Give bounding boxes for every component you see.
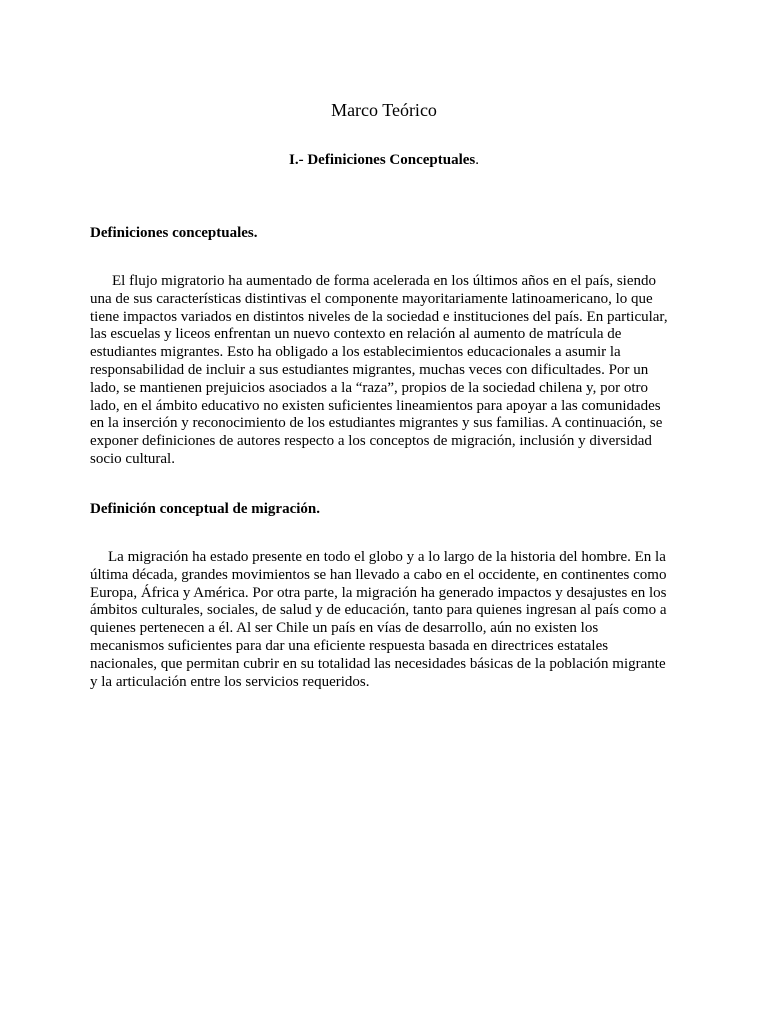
paragraph-definiciones [90, 273, 672, 469]
paragraph-migracion [90, 549, 672, 691]
subtitle-period: . [475, 152, 479, 168]
section-heading-migracion: Definición conceptual de migración. [90, 501, 320, 517]
subtitle-text: I.- Definiciones Conceptuales [289, 152, 476, 168]
section-heading-definiciones: Definiciones conceptuales. [90, 225, 258, 241]
page-title: Marco Teórico [331, 100, 437, 120]
page-subtitle [0, 151, 768, 169]
paragraph-text: La migración ha estado presente en todo el globo y a lo largo de la historia del hombre. En la última década, grandes movimientos se han llevado a cabo en el occidente, en continentes como Europa, África y América. Por otra parte, la migración ha generado impactos y desajustes en los ámbitos culturales, sociales, de salud y de educación, tanto para quienes ingresan al país como a quienes pertenecen a él. Al ser Chile un país en vías de desarrollo, aún no existen los mecanismos suficientes para dar una eficiente respuesta basada en directrices estatales nacionales, que permitan cubrir en su totalidad las necesidades básicas de la población migrante y la articulación entre los servicios requeridos. [90, 549, 667, 690]
paragraph-text: El flujo migratorio ha aumentado de forma acelerada en los últimos años en el país, siendo una de sus características distintivas el componente mayoritariamente latinoamericano, lo que tiene impactos variados en distintos niveles de la sociedad e instituciones del país. En particular, las escuelas y liceos enfrentan un nuevo contexto en relación al aumento de matrícula de estudiantes migrantes. Esto ha obligado a los establecimientos educacionales a asumir la responsabilidad de incluir a sus estudiantes migrantes, muchas veces con dificultades. Por un lado, se mantienen prejuicios asociados a la “raza”, propios de la sociedad chilena y, por otro lado, en el ámbito educativo no existen suficientes lineamientos para apoyar a las comunidades en la inserción y reconocimiento de los estudiantes migrantes y sus familias. A continuación, se exponer definiciones de autores respecto a los conceptos de migración, inclusión y diversidad socio cultural. [90, 273, 668, 467]
